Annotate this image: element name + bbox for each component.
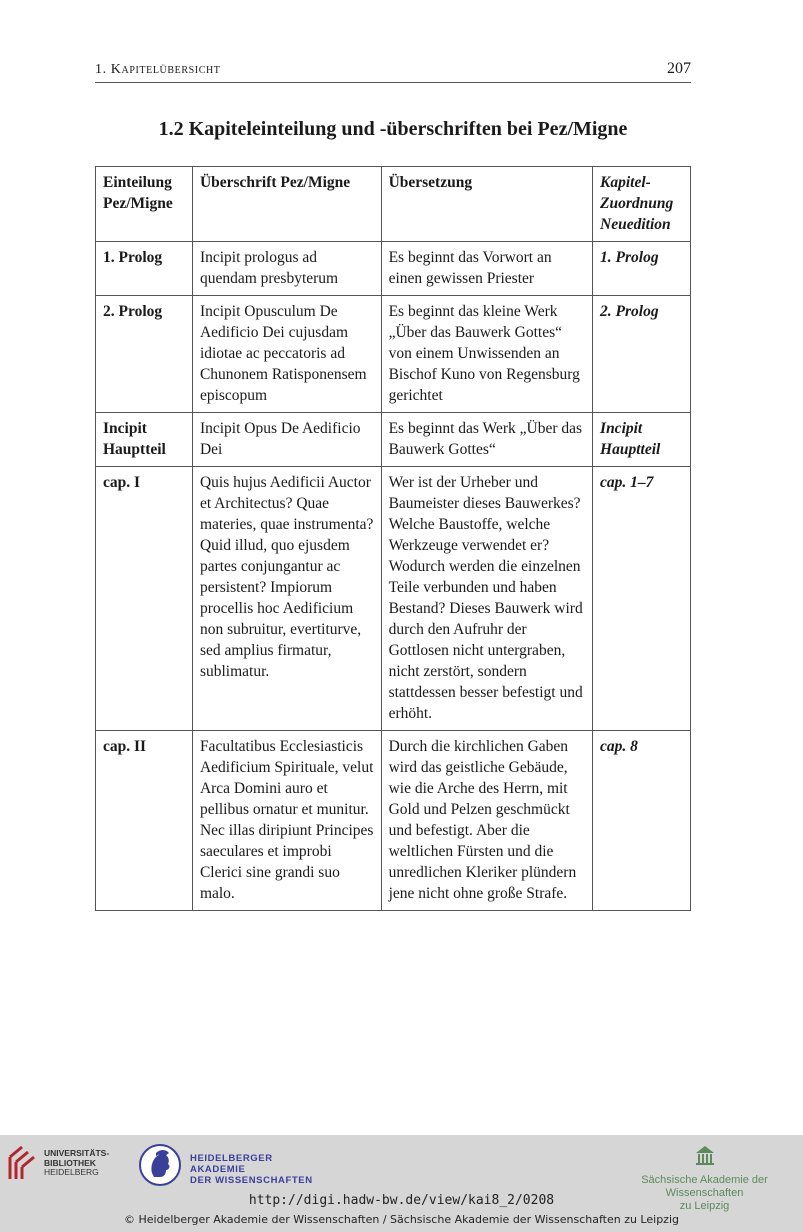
saw-name-line2: zu Leipzig bbox=[679, 1200, 730, 1212]
cell-translation: Wer ist der Urheber und Baumeister dieses Bauwerkes? Welche Baustoffe, welche Werkzeuge verwendet er? Wodurch werden die einzelnen Teile verbunden und haben Bestand? Dieses Bauwerk wird durch den Aufruhr der Gottlosen nicht untergraben, nicht zerstört, sondern stattdessen besser befestigt und erhöht. bbox=[381, 467, 592, 731]
page-number: 207 bbox=[667, 60, 691, 77]
table-row bbox=[96, 731, 691, 911]
hadw-name-line2: DER WISSENSCHAFTEN bbox=[190, 1175, 313, 1186]
cell-translation: Es beginnt das kleine Werk „Über das Bauwerk Gottes“ von einem Unwissenden an Bischof Kuno von Regensburg gerichtet bbox=[381, 296, 592, 413]
cell-assignment: 2. Prolog bbox=[593, 296, 691, 413]
table-row bbox=[96, 242, 691, 296]
athena-head-icon bbox=[138, 1143, 182, 1187]
cell-heading: Facultatibus Ecclesiasticis Aedificium Spirituale, velut Arca Domini auro et pellibus ornatur et munitur. Nec illas diripiunt Principes saeculares et improbi Clerici sine grandi suo malo. bbox=[192, 731, 381, 911]
column-header-division: Einteilung Pez/Migne bbox=[96, 167, 193, 242]
table-row bbox=[96, 296, 691, 413]
cell-division: 2. Prolog bbox=[96, 296, 193, 413]
cell-assignment: cap. 8 bbox=[593, 731, 691, 911]
cell-heading: Quis hujus Aedificii Auctor et Architectus? Quae materies, quae instrumenta? Quid illud, quo ejusdem partes conjungantur ac persistent? Impiorum procellis hoc Aedificium non subruitur, evertiturve, sed amplius firmatur, sublimatur. bbox=[192, 467, 381, 731]
column-header-translation: Übersetzung bbox=[381, 167, 592, 242]
ub-name-line2: BIBLIOTHEK bbox=[44, 1157, 96, 1168]
table-row bbox=[96, 467, 691, 731]
cell-assignment: Incipit Hauptteil bbox=[593, 413, 691, 467]
hadw-name-line1: HEIDELBERGER AKADEMIE bbox=[190, 1153, 273, 1175]
ub-name-line3: HEIDELBERG bbox=[44, 1167, 99, 1177]
cell-heading: Incipit Opusculum De Aedificio Dei cujusdam idiotae ac peccatoris ad Chunonem Ratisponensem episcopum bbox=[192, 296, 381, 413]
cell-assignment: cap. 1–7 bbox=[593, 467, 691, 731]
cell-division: cap. II bbox=[96, 731, 193, 911]
cell-division: 1. Prolog bbox=[96, 242, 193, 296]
footer-bar bbox=[0, 1135, 803, 1232]
saw-name-line1: Sächsische Akademie der Wissenschaften bbox=[641, 1174, 768, 1199]
column-header-assignment: Kapitel-Zuordnung Neuedition bbox=[593, 167, 691, 242]
chapter-table bbox=[95, 166, 691, 911]
running-head bbox=[95, 60, 691, 83]
chapter-running-title: 1. Kapitelübersicht bbox=[95, 62, 221, 77]
university-library-logo[interactable] bbox=[8, 1145, 110, 1186]
ub-name-line1: UNIVERSITÄTS- bbox=[44, 1148, 110, 1158]
cell-translation: Es beginnt das Vorwort an einen gewissen Priester bbox=[381, 242, 592, 296]
saxon-academy-building-icon bbox=[694, 1143, 716, 1167]
cell-division: cap. I bbox=[96, 467, 193, 731]
permalink-url[interactable]: http://digi.hadw-bw.de/view/kai8_2/0208 bbox=[248, 1193, 555, 1208]
copyright-notice: © Heidelberger Akademie der Wissenschaften / Sächsische Akademie der Wissenschaften zu Leipzig bbox=[123, 1213, 679, 1226]
cell-heading: Incipit Opus De Aedificio Dei bbox=[192, 413, 381, 467]
cell-division: Incipit Hauptteil bbox=[96, 413, 193, 467]
ub-mark-icon bbox=[8, 1145, 42, 1181]
cell-translation: Durch die kirchlichen Gaben wird das geistliche Gebäude, wie die Arche des Herrn, mit Gold und Pelzen geschmückt und befestigt. Aber die weltlichen Fürsten und die unredlichen Kleriker plündern jene nicht ohne große Strafe. bbox=[381, 731, 592, 911]
heidelberg-academy-logo[interactable] bbox=[138, 1143, 313, 1192]
cell-heading: Incipit prologus ad quendam presbyterum bbox=[192, 242, 381, 296]
cell-translation: Es beginnt das Werk „Über das Bauwerk Gottes“ bbox=[381, 413, 592, 467]
table-header-row bbox=[96, 167, 691, 242]
table-row bbox=[96, 413, 691, 467]
section-title: 1.2 Kapiteleinteilung und -überschriften bei Pez/Migne bbox=[158, 118, 628, 140]
column-header-heading: Überschrift Pez/Migne bbox=[192, 167, 381, 242]
cell-assignment: 1. Prolog bbox=[593, 242, 691, 296]
